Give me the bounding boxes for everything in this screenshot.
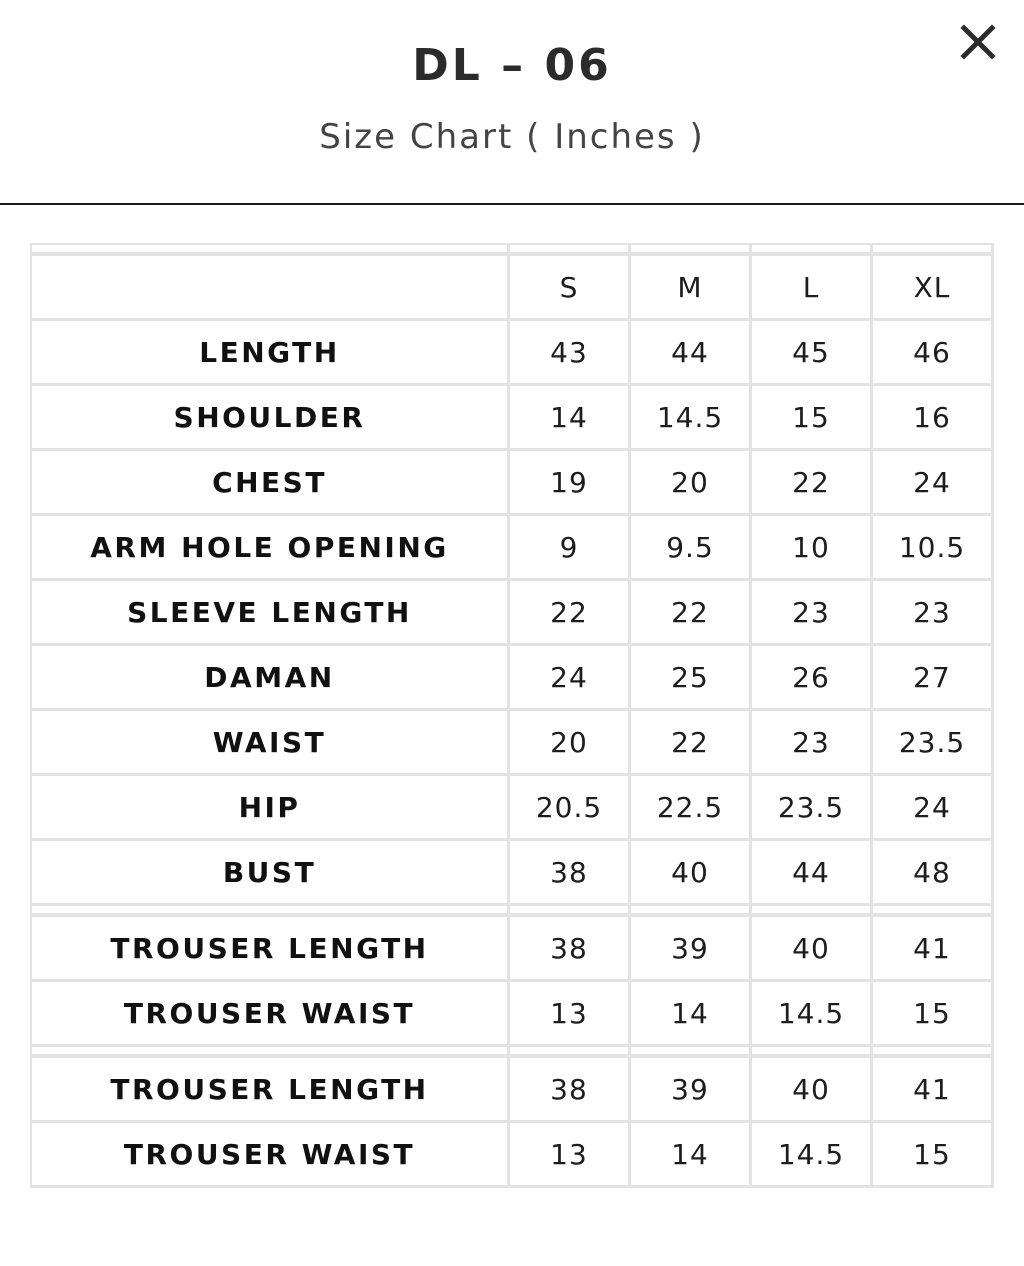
row-label: TROUSER WAIST [32,982,510,1047]
cell-value: 48 [873,841,994,906]
cell-value: 38 [510,1058,631,1123]
cell-value: 14 [631,982,752,1047]
cell-value: 14.5 [631,386,752,451]
row-label: LENGTH [32,321,510,386]
cell-value: 22 [510,581,631,646]
header-cell-s: S [510,256,631,321]
cell-value: 40 [752,917,873,982]
cell-value: 24 [510,646,631,711]
cell-value: 24 [873,776,994,841]
table-row [32,982,994,1047]
table-row [32,1123,994,1188]
row-label: ARM HOLE OPENING [32,516,510,581]
cell-value: 45 [752,321,873,386]
cell-value: 23 [873,581,994,646]
close-icon [956,20,1000,64]
row-label: BUST [32,841,510,906]
table-row [32,711,994,776]
table-row [32,451,994,516]
cell-value: 10 [752,516,873,581]
table-spacer-row [32,906,994,917]
cell-value: 14 [631,1123,752,1188]
row-label: SHOULDER [32,386,510,451]
row-label: TROUSER WAIST [32,1123,510,1188]
table-row [32,841,994,906]
cell-value: 23.5 [752,776,873,841]
cell-value: 15 [752,386,873,451]
table-row [32,1058,994,1123]
row-label: WAIST [32,711,510,776]
table-spacer-row [32,245,994,256]
cell-value: 19 [510,451,631,516]
cell-value: 26 [752,646,873,711]
cell-value: 38 [510,917,631,982]
header-cell-xl: XL [873,256,994,321]
table-spacer-row [32,1047,994,1058]
page-title: DL – 06 [412,40,612,91]
cell-value: 14.5 [752,982,873,1047]
table-row [32,646,994,711]
cell-value: 14 [510,386,631,451]
cell-value: 9.5 [631,516,752,581]
cell-value: 46 [873,321,994,386]
cell-value: 39 [631,917,752,982]
cell-value: 24 [873,451,994,516]
cell-value: 40 [631,841,752,906]
table-row [32,321,994,386]
table-header-row [32,256,994,321]
cell-value: 15 [873,982,994,1047]
row-label: TROUSER LENGTH [32,917,510,982]
cell-value: 44 [631,321,752,386]
cell-value: 16 [873,386,994,451]
close-button[interactable] [956,20,1000,64]
row-label: DAMAN [32,646,510,711]
cell-value: 23 [752,711,873,776]
cell-value: 41 [873,917,994,982]
table-row [32,581,994,646]
table-row [32,386,994,451]
row-label: HIP [32,776,510,841]
row-label: CHEST [32,451,510,516]
cell-value: 15 [873,1123,994,1188]
modal-header [0,0,1024,205]
cell-value: 38 [510,841,631,906]
row-label: SLEEVE LENGTH [32,581,510,646]
cell-value: 13 [510,1123,631,1188]
cell-value: 23.5 [873,711,994,776]
cell-value: 9 [510,516,631,581]
header-cell-m: M [631,256,752,321]
table-row [32,917,994,982]
row-label: TROUSER LENGTH [32,1058,510,1123]
cell-value: 43 [510,321,631,386]
size-chart-table [30,243,994,1188]
cell-value: 20 [631,451,752,516]
header-cell-empty [32,256,510,321]
cell-value: 22.5 [631,776,752,841]
cell-value: 39 [631,1058,752,1123]
table-row [32,516,994,581]
cell-value: 20.5 [510,776,631,841]
page-subtitle: Size Chart ( Inches ) [319,117,705,157]
cell-value: 25 [631,646,752,711]
cell-value: 13 [510,982,631,1047]
cell-value: 22 [752,451,873,516]
cell-value: 41 [873,1058,994,1123]
header-cell-l: L [752,256,873,321]
cell-value: 27 [873,646,994,711]
cell-value: 10.5 [873,516,994,581]
cell-value: 20 [510,711,631,776]
table-row [32,776,994,841]
cell-value: 14.5 [752,1123,873,1188]
cell-value: 23 [752,581,873,646]
cell-value: 44 [752,841,873,906]
cell-value: 40 [752,1058,873,1123]
cell-value: 22 [631,711,752,776]
cell-value: 22 [631,581,752,646]
